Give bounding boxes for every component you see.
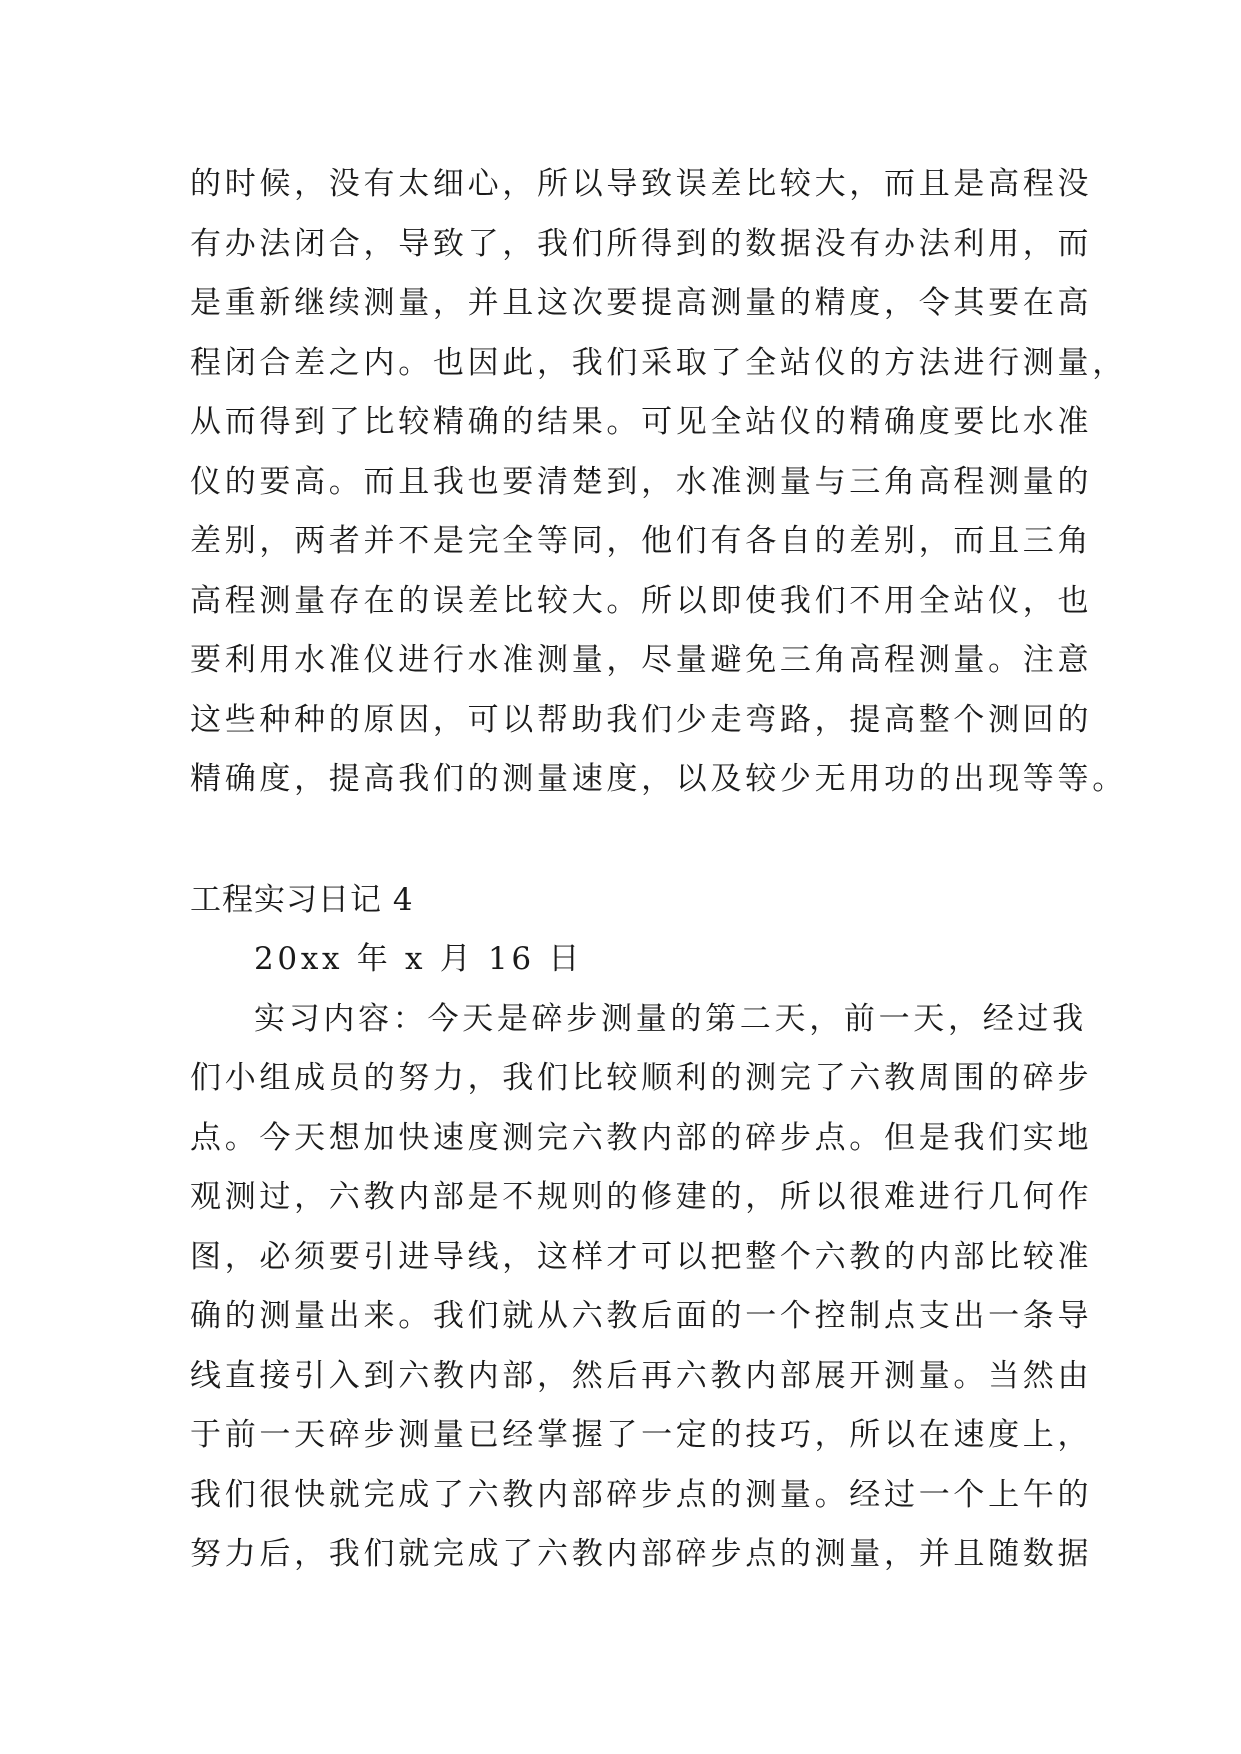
section-date: 20xx 年 x 月 16 日 [254, 941, 584, 977]
text-line: 精确度，提高我们的测量速度，以及较少无用功的出现等等。 [190, 761, 1127, 797]
text-line: 高程测量存在的误差比较大。所以即使我们不用全站仪，也 [190, 582, 1093, 619]
text-line: 差别，两者并不是完全等同，他们有各自的差别，而且三角 [190, 523, 1093, 559]
text-line: 是重新继续测量，并且这次要提高测量的精度，令其要在高 [190, 285, 1093, 321]
text-line: 的时候，没有太细心，所以导致误差比较大，而且是高程没 [190, 166, 1093, 202]
text-line: 观测过，六教内部是不规则的修建的，所以很难进行几何作 [190, 1179, 1093, 1215]
section-body [190, 990, 1093, 1585]
text-line: 要利用水准仪进行水准测量，尽量避免三角高程测量。注意 [190, 642, 1093, 678]
paragraph-continued [190, 155, 1127, 810]
text-line: 们小组成员的努力，我们比较顺利的测完了六教周围的碎步 [190, 1060, 1093, 1096]
text-line: 从而得到了比较精确的结果。可见全站仪的精确度要比水准 [190, 404, 1093, 440]
text-line: 点。今天想加快速度测完六教内部的碎步点。但是我们实地 [190, 1119, 1093, 1156]
text-line: 仪的要高。而且我也要清楚到，水准测量与三角高程测量的 [190, 463, 1093, 500]
text-line: 努力后，我们就完成了六教内部碎步点的测量，并且随数据 [190, 1536, 1093, 1572]
paragraph-gap [190, 810, 1050, 871]
text-line: 程闭合差之内。也因此，我们采取了全站仪的方法进行测量， [190, 344, 1127, 381]
text-line: 有办法闭合，导致了，我们所得到的数据没有办法利用，而 [190, 225, 1093, 262]
text-line: 我们很快就完成了六教内部碎步点的测量。经过一个上午的 [190, 1476, 1093, 1513]
text-line: 确的测量出来。我们就从六教后面的一个控制点支出一条导 [190, 1298, 1093, 1334]
text-line: 线直接引入到六教内部，然后再六教内部展开测量。当然由 [190, 1357, 1093, 1394]
text-line: 于前一天碎步测量已经掌握了一定的技巧，所以在速度上， [190, 1417, 1093, 1453]
text-line: 图，必须要引进导线，这样才可以把整个六教的内部比较准 [190, 1238, 1093, 1275]
section-title: 工程实习日记 4 [190, 881, 414, 918]
text-line: 这些种种的原因，可以帮助我们少走弯路，提高整个测回的 [190, 701, 1093, 738]
document-page [190, 155, 1127, 1585]
text-line: 实习内容：今天是碎步测量的第二天，前一天，经过我 [254, 1000, 1087, 1037]
